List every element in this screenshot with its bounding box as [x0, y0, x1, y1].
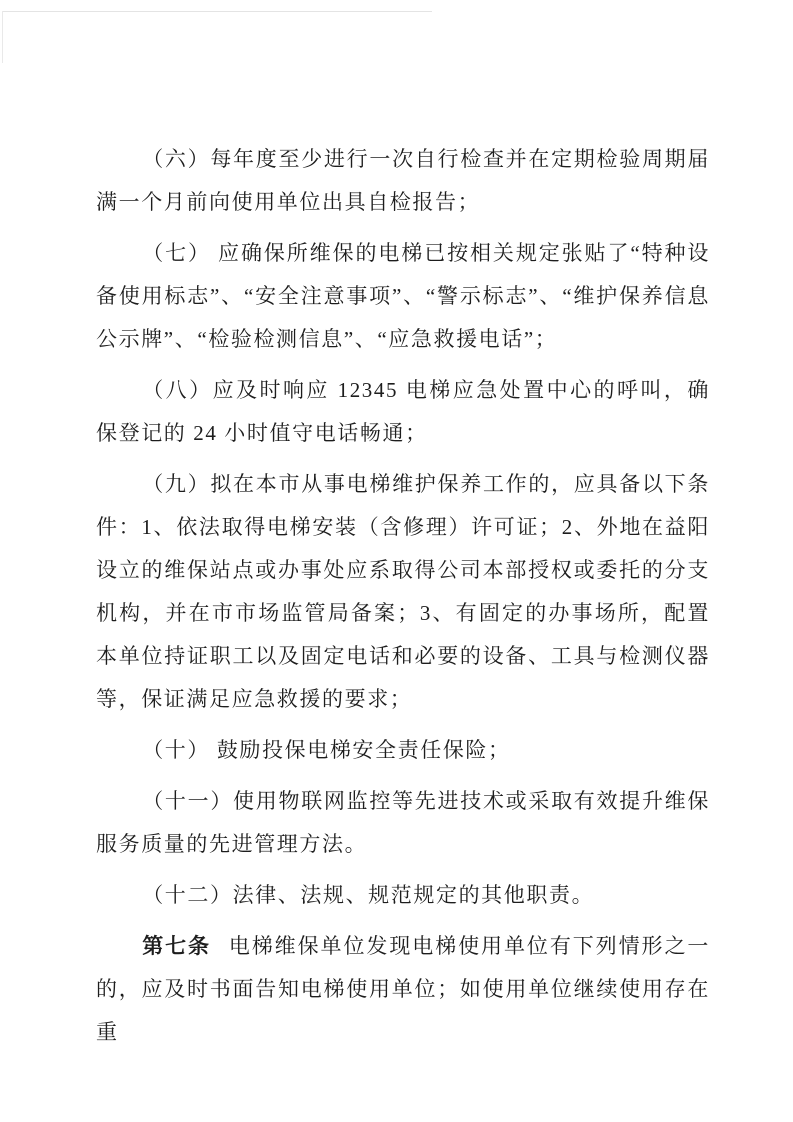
paragraph-item-7: （七） 应确保所维保的电梯已按相关规定张贴了“特种设备使用标志”、“安全注意事项”、“警示标志”、“维护保养信息公示牌”、“检验检测信息”、“应急救援电话”；	[96, 241, 710, 351]
page-edge-line-horizontal	[2, 11, 432, 12]
article-number-label: 第七条	[142, 934, 211, 958]
paragraph-item-12: （十二）法律、法规、规范规定的其他职责。	[142, 883, 595, 907]
paragraph-item-10: （十） 鼓励投保电梯安全责任保险；	[142, 738, 511, 762]
paragraph-item-9: （九）拟在本市从事电梯维护保养工作的，应具备以下条件：1、依法取得电梯安装（含修理）许可证；2、外地在益阳设立的维保站点或办事处应系取得公司本部授权或委托的分支机构，并在市市场监管局备案；3、有固定的办事场所，配置本单位持证职工以及固定电话和必要的设备、工具与检测仪器等，保证满足应急救援的要求；	[96, 472, 710, 711]
document-body	[96, 138, 710, 1054]
paragraph-item-8: （八）应及时响应 12345 电梯应急处置中心的呼叫，确保登记的 24 小时值守电话畅通；	[96, 378, 710, 445]
paragraph-item-11: （十一）使用物联网监控等先进技术或采取有效提升维保服务质量的先进管理方法。	[96, 789, 710, 856]
article-7-text: 电梯维保单位发现电梯使用单位有下列情形之一的，应及时书面告知电梯使用单位；如使用单位继续使用存在重	[96, 934, 710, 1044]
page-edge-line-vertical	[2, 11, 3, 63]
paragraph-item-6: （六）每年度至少进行一次自行检查并在定期检验周期届满一个月前向使用单位出具自检报告；	[96, 147, 710, 214]
paragraph-article-7	[96, 925, 710, 1054]
